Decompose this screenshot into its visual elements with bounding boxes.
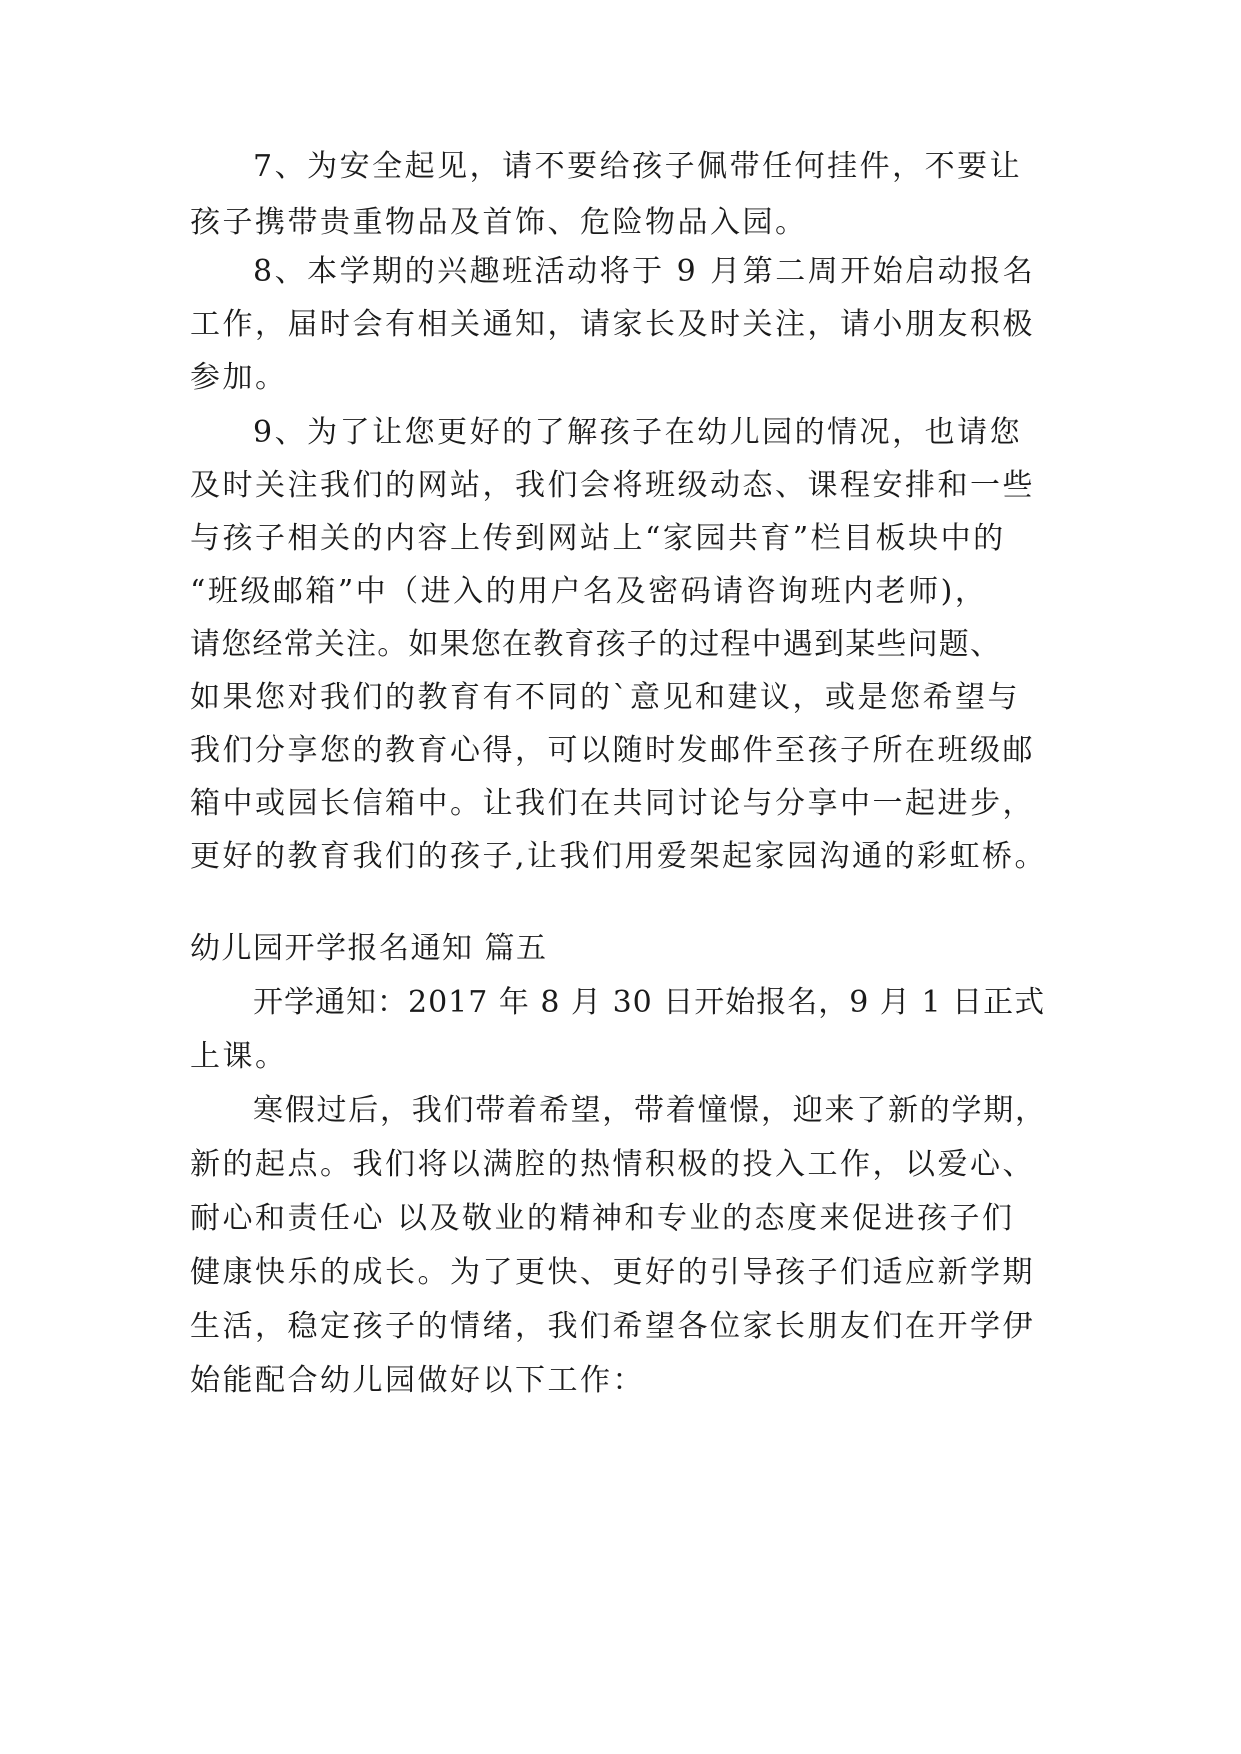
intro-line-2: 新的起点。我们将以满腔的热情积极的投入工作，以爱心、 bbox=[190, 1147, 1035, 1182]
paragraph-9-line-2: 及时关注我们的网站，我们会将班级动态、课程安排和一些 bbox=[190, 468, 1035, 503]
intro-line-4: 健康快乐的成长。为了更快、更好的引导孩子们适应新学期 bbox=[190, 1255, 1035, 1290]
paragraph-9-line-5: 请您经常关注。如果您在教育孩子的过程中遇到某些问题、 bbox=[190, 627, 1002, 662]
paragraph-9-line-6: 如果您对我们的教育有不同的`意见和建议，或是您希望与 bbox=[190, 680, 1020, 715]
paragraph-9-line-7: 我们分享您的教育心得，可以随时发邮件至孩子所在班级邮 bbox=[190, 733, 1035, 768]
paragraph-9-line-1: 9、为了让您更好的了解孩子在幼儿园的情况，也请您 bbox=[253, 415, 1023, 450]
paragraph-8-line-1: 8、本学期的兴趣班活动将于 9 月第二周开始启动报名 bbox=[253, 254, 1036, 289]
paragraph-9-line-9: 更好的教育我们的孩子,让我们用爱架起家园沟通的彩虹桥。 bbox=[190, 839, 1048, 874]
paragraph-9-line-3: 与孩子相关的内容上传到网站上“家园共育”栏目板块中的 bbox=[190, 521, 1006, 556]
intro-line-1: 寒假过后，我们带着希望，带着憧憬，迎来了新的学期， bbox=[253, 1093, 1047, 1128]
paragraph-7-line-2: 孩子携带贵重物品及首饰、危险物品入园。 bbox=[190, 205, 808, 240]
paragraph-8-line-3: 参加。 bbox=[190, 360, 288, 395]
paragraph-9-line-8: 箱中或园长信箱中。让我们在共同讨论与分享中一起进步， bbox=[190, 786, 1035, 821]
intro-line-6: 始能配合幼儿园做好以下工作： bbox=[190, 1363, 645, 1398]
notice-line-1: 开学通知：2017 年 8 月 30 日开始报名，9 月 1 日正式 bbox=[253, 985, 1046, 1020]
intro-line-5: 生活，稳定孩子的情绪，我们希望各位家长朋友们在开学伊 bbox=[190, 1309, 1035, 1344]
paragraph-9-line-4: “班级邮箱”中（进入的用户名及密码请咨询班内老师)， bbox=[190, 574, 988, 609]
paragraph-8-line-2: 工作，届时会有相关通知，请家长及时关注，请小朋友积极 bbox=[190, 307, 1035, 342]
intro-line-3: 耐心和责任心 以及敬业的精神和专业的态度来促进孩子们 bbox=[190, 1201, 1015, 1236]
paragraph-7-line-1: 7、为安全起见，请不要给孩子佩带任何挂件，不要让 bbox=[253, 149, 1023, 184]
section-heading: 幼儿园开学报名通知 篇五 bbox=[190, 931, 548, 966]
notice-line-2: 上课。 bbox=[190, 1039, 288, 1074]
